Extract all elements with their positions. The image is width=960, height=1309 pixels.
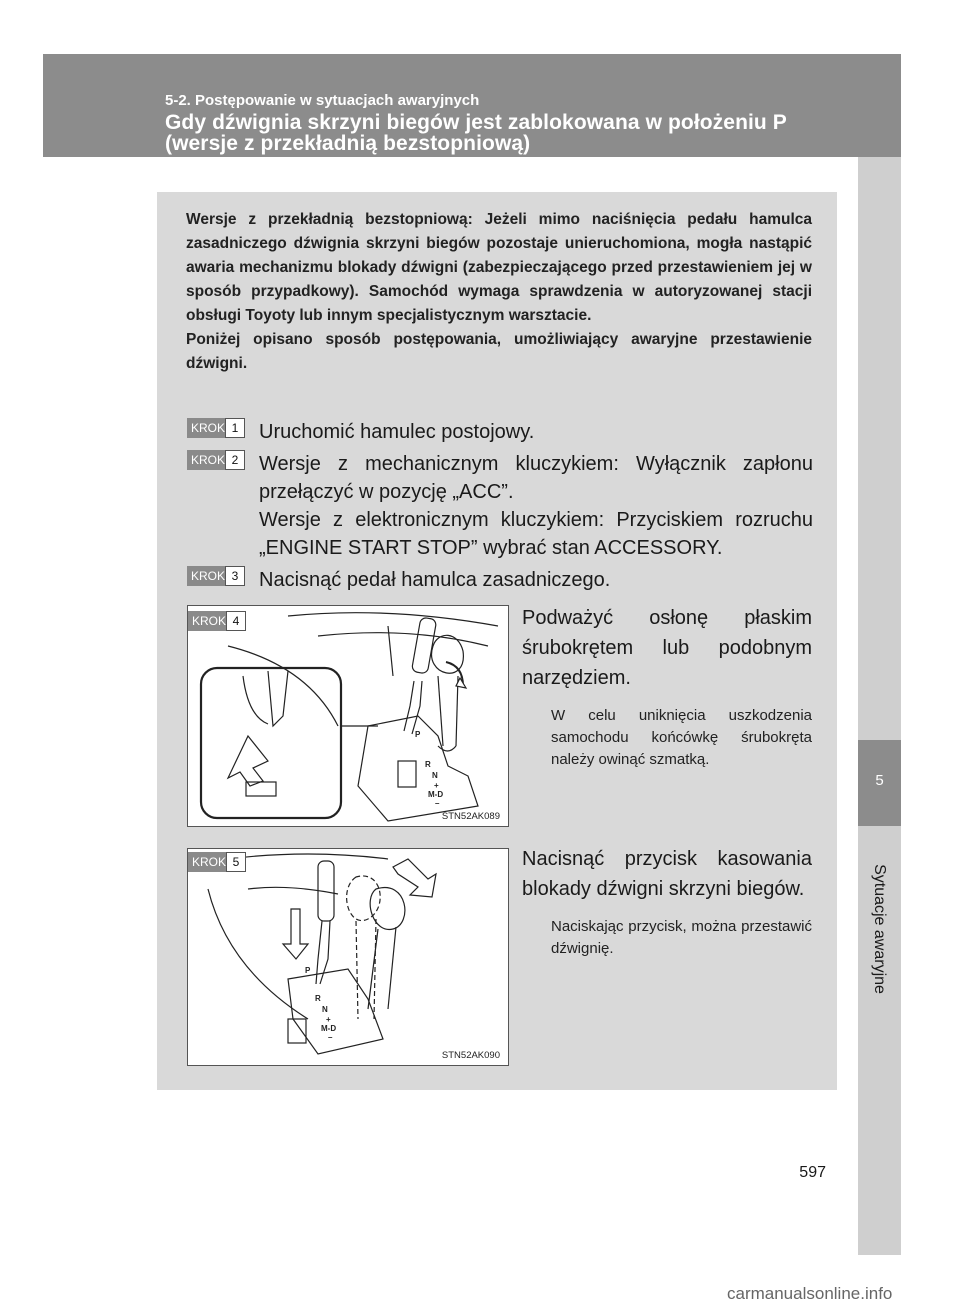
step-badge-label: KROK — [187, 566, 225, 586]
page-number: 597 — [799, 1164, 826, 1181]
step-2-badge — [187, 450, 245, 470]
page-title-line-2: (wersje z przekładnią bezstopniową) — [165, 132, 531, 155]
step-4-text — [522, 603, 812, 771]
gate-label-md: M-D — [321, 1024, 337, 1033]
step-5-badge — [188, 852, 246, 872]
step-badge-number: 2 — [225, 450, 245, 470]
step-1-instruction: Uruchomić hamulec postojowy. — [259, 421, 535, 443]
figure-code: STN52AK089 — [441, 811, 500, 822]
gate-label-n: N — [322, 1005, 328, 1014]
gate-label-p: P — [415, 730, 421, 739]
section-heading: 5-2. Postępowanie w sytuacjach awaryjnych — [165, 92, 480, 109]
step-badge-label: KROK — [188, 611, 226, 631]
step-3-text — [259, 566, 813, 594]
step-badge-number: 1 — [225, 418, 245, 438]
intro-paragraph-2: Poniżej opisano sposób postępowania, umożliwiający awaryjne przestawienie dźwigni. — [186, 331, 812, 372]
watermark: carmanualsonline.info — [727, 1284, 893, 1303]
page-title — [165, 112, 787, 154]
chapter-label-box — [862, 840, 896, 1020]
gate-label-plus: + — [434, 781, 439, 790]
chapter-number: 5 — [875, 772, 884, 789]
step-4-instruction: Podważyć osłonę płaskim śrubokrętem lub podobnym narzędziem. — [522, 607, 812, 689]
gate-label-r: R — [315, 994, 321, 1003]
step-4-badge — [188, 611, 246, 631]
step-5-text — [522, 844, 812, 960]
step-4-note: W celu uniknięcia uszkodzenia samochodu końcówkę śrubokręta należy owinąć szmatką. — [551, 707, 812, 768]
step-3-badge — [187, 566, 245, 586]
gate-label-minus: – — [328, 1033, 333, 1042]
chapter-label: Sytuacje awaryjne — [871, 864, 888, 994]
shifter-illustration — [188, 606, 508, 826]
step-3-instruction: Nacisnąć pedał hamulca zasadniczego. — [259, 569, 611, 591]
chapter-sidebar — [858, 157, 901, 1255]
gate-label-n: N — [432, 771, 438, 780]
step-badge-number: 3 — [225, 566, 245, 586]
intro-text — [186, 208, 812, 376]
step-1-badge — [187, 418, 245, 438]
step-5-instruction: Nacisnąć przycisk kasowania blokady dźwigni skrzyni biegów. — [522, 848, 812, 900]
step-5-figure — [187, 848, 509, 1066]
gate-label-p: P — [305, 966, 311, 975]
gate-label-minus: – — [435, 799, 440, 808]
step-2-instruction: Wersje z mechanicznym kluczykiem: Wyłącznik zapłonu przełączyć w pozycję „ACC”. — [259, 453, 813, 503]
intro-paragraph-1: Wersje z przekładnią bezstopniową: Jeżeli mimo naciśnięcia pedału hamulca zasadniczego dźwignia skrzyni biegów pozostaje unieruchomiona, mogła nastąpić awaria mechanizmu blokady dźwigni (zabezpieczającego przed przestawieniem jej w sposób przypadkowy). Samochód wymaga sprawdzenia w autoryzowanej stacji obsługi Toyoty lub innym specjalistycznym warsztacie. — [186, 211, 812, 324]
step-2-instruction-alt: Wersje z elektronicznym kluczykiem: Przyciskiem rozruchu „ENGINE START STOP” wybrać stan ACCESSORY. — [259, 509, 813, 559]
step-badge-label: KROK — [188, 852, 226, 872]
step-badge-label: KROK — [187, 450, 225, 470]
step-1-text — [259, 418, 813, 446]
chapter-tab[interactable] — [858, 740, 901, 826]
step-5-note: Naciskając przycisk, można przestawić dźwignię. — [551, 918, 812, 957]
shifter-release-illustration — [188, 849, 508, 1065]
step-4-figure — [187, 605, 509, 827]
step-badge-number: 4 — [226, 611, 246, 631]
gate-label-md: M-D — [428, 790, 444, 799]
gate-label-plus: + — [326, 1015, 331, 1024]
step-badge-label: KROK — [187, 418, 225, 438]
step-badge-number: 5 — [226, 852, 246, 872]
page-title-line-1: Gdy dźwignia skrzyni biegów jest zablokowana w położeniu P — [165, 111, 787, 134]
step-2-text — [259, 450, 813, 562]
page-header — [43, 54, 901, 157]
figure-code: STN52AK090 — [441, 1050, 500, 1061]
gate-label-r: R — [425, 760, 431, 769]
